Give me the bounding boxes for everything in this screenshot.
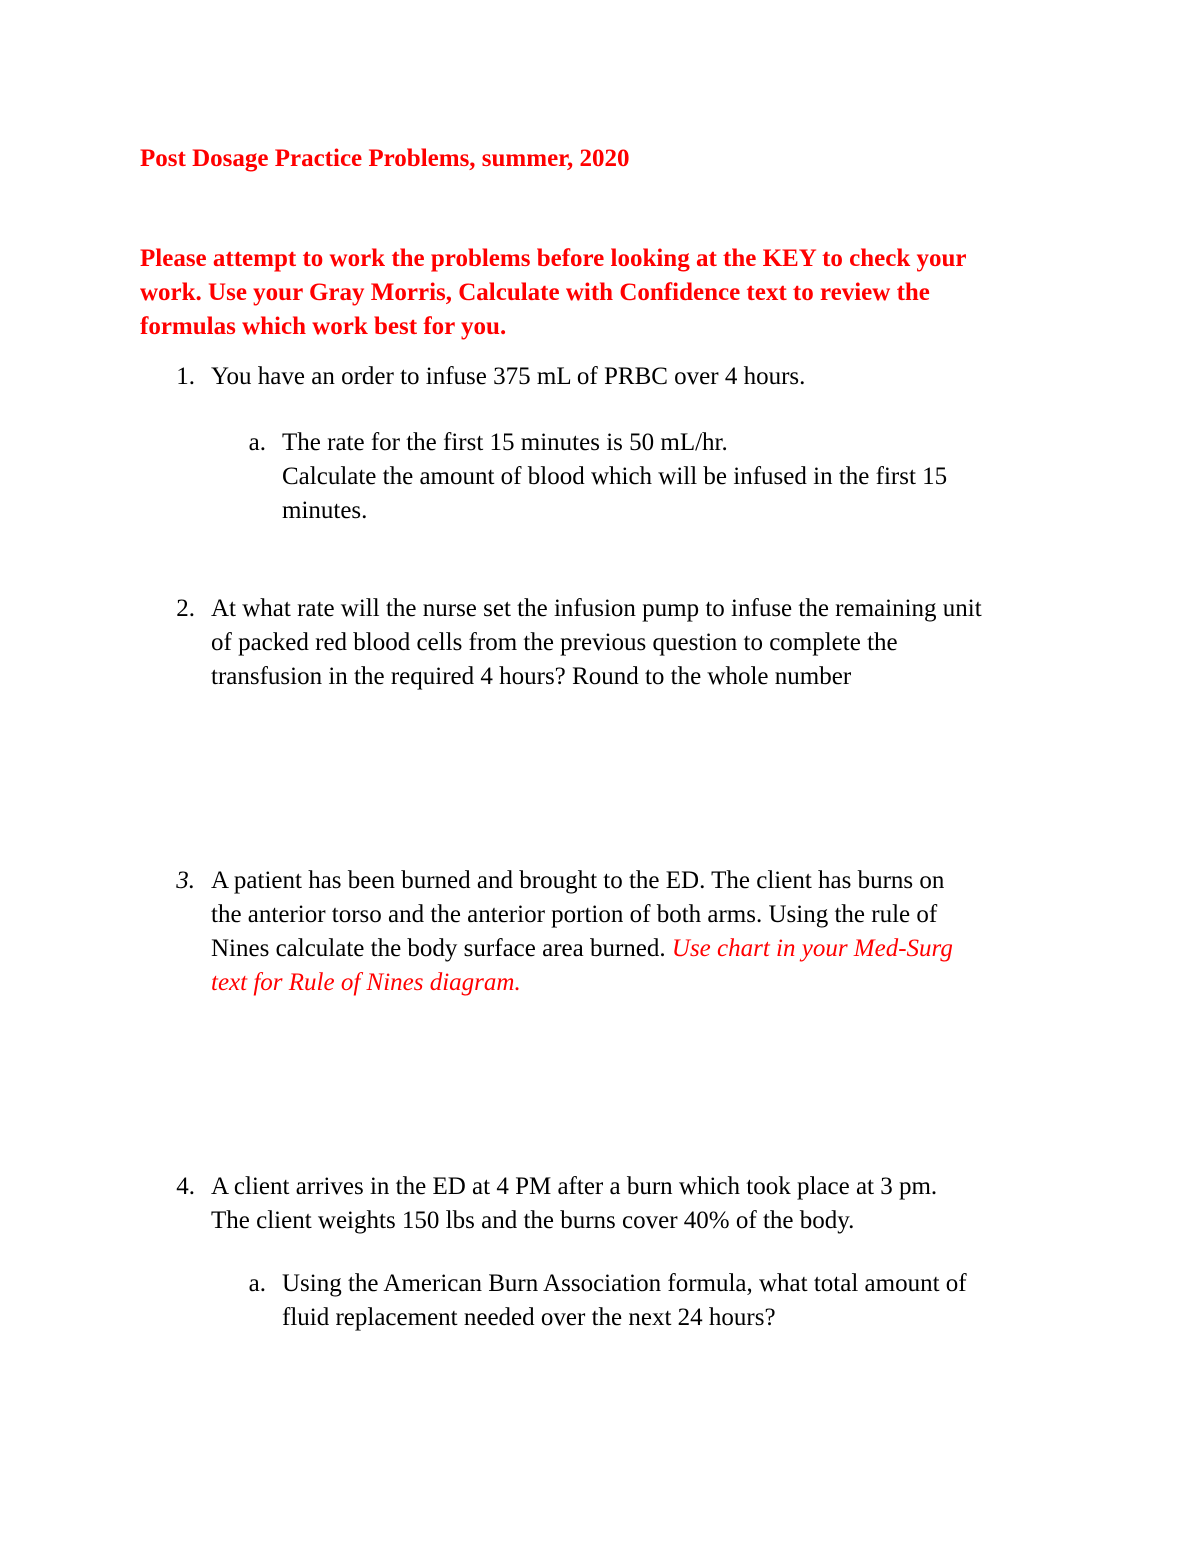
instructions-line-3: formulas which work best for you.	[140, 313, 507, 340]
problem-4a-letter: a.	[248, 1270, 266, 1297]
problem-3-note-part-2: text for Rule of Nines diagram.	[211, 969, 521, 996]
problem-1-number: 1.	[176, 363, 195, 390]
problem-2-line-2: of packed red blood cells from the previous question to complete the	[211, 629, 898, 656]
problem-2-number: 2.	[176, 595, 195, 622]
problem-4-number: 4.	[176, 1173, 195, 1200]
problem-3-line-3-text: Nines calculate the body surface area burned.	[211, 935, 672, 962]
problem-3-line-2: the anterior torso and the anterior portion of both arms. Using the rule of	[211, 901, 938, 928]
instructions-line-2: work. Use your Gray Morris, Calculate with Confidence text to review the	[140, 279, 930, 306]
problem-1a-line-3: minutes.	[282, 497, 368, 524]
problem-1a-line-2: Calculate the amount of blood which will be infused in the first 15	[282, 463, 948, 490]
problem-4-line-2: The client weights 150 lbs and the burns cover 40% of the body.	[211, 1207, 855, 1234]
problem-4-line-1: A client arrives in the ED at 4 PM after a burn which took place at 3 pm.	[211, 1173, 938, 1200]
problem-2-line-3: transfusion in the required 4 hours? Round to the whole number	[211, 663, 852, 690]
problem-3-line-3	[211, 932, 953, 966]
problem-3-number: 3.	[176, 867, 195, 894]
problem-1-text: You have an order to infuse 375 mL of PRBC over 4 hours.	[211, 363, 806, 390]
problem-1a-letter: a.	[248, 429, 266, 456]
problem-1a-line-1: The rate for the first 15 minutes is 50 mL/hr.	[282, 429, 728, 456]
problem-2-line-1: At what rate will the nurse set the infusion pump to infuse the remaining unit	[211, 595, 982, 622]
instructions-line-1: Please attempt to work the problems before looking at the KEY to check your	[140, 245, 967, 272]
problem-3-note-part-1: Use chart in your Med-Surg	[671, 935, 953, 962]
problem-3-line-1: A patient has been burned and brought to the ED. The client has burns on	[211, 867, 945, 894]
document-title: Post Dosage Practice Problems, summer, 2020	[140, 145, 630, 172]
problem-4a-line-2: fluid replacement needed over the next 24 hours?	[282, 1304, 776, 1331]
problem-4a-line-1: Using the American Burn Association formula, what total amount of	[282, 1270, 967, 1297]
